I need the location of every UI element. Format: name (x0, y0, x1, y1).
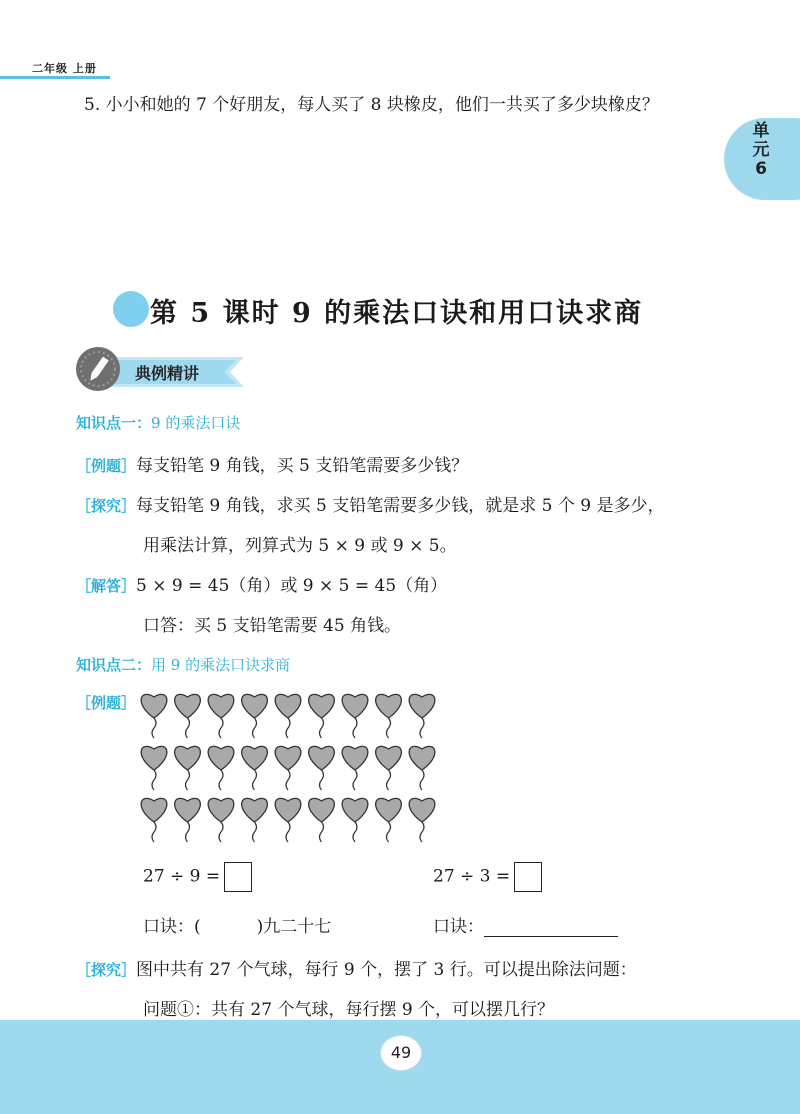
explore-2-line1: 图中共有 27 个气球，每行 9 个，摆了 3 行。可以提出除法问题： (136, 960, 637, 980)
balloon-icon (275, 694, 301, 738)
explore-2-line2: 问题①：共有 27 个气球，每行摆 9 个，可以摆几行？ (143, 1000, 555, 1020)
balloon-icon (342, 694, 368, 738)
balloon-icon (376, 694, 402, 738)
answer-1-line1: 5 × 9 = 45（角）或 9 × 5 = 45（角） (136, 576, 448, 596)
unit-label (746, 122, 776, 179)
explore-2-tag: ［探究］ (76, 961, 137, 979)
unit-number: 6 (755, 159, 767, 179)
mnemonic-right (433, 912, 618, 937)
lesson-dot-icon (113, 291, 149, 327)
mnemonic-left-prefix: 口诀：( (143, 917, 201, 937)
equation-right-text: 27 ÷ 3 = (433, 866, 511, 887)
unit-char-1: 单 (752, 121, 770, 141)
balloon-icon (409, 798, 435, 842)
grade-label: 二年级 上册 (32, 62, 97, 75)
section-label: 典例精讲 (135, 364, 200, 383)
balloon-icon (342, 746, 368, 790)
balloon-icon (141, 694, 167, 738)
balloon-icon (409, 746, 435, 790)
mnemonic-right-label: 口诀： (433, 917, 484, 937)
balloon-icon (208, 746, 234, 790)
balloon-icon (309, 694, 335, 738)
balloon-icon (309, 746, 335, 790)
pencil-icon (76, 347, 120, 391)
answer-box-left[interactable] (224, 862, 252, 892)
page-number: 49 (380, 1035, 422, 1071)
lesson-title: 第 5 课时 9 的乘法口诀和用口诀求商 (150, 298, 644, 329)
balloon-icon (141, 746, 167, 790)
example-tag: ［例题］ (76, 457, 137, 475)
header-rule (0, 76, 110, 79)
equation-left (143, 862, 252, 892)
answer-1 (76, 571, 447, 596)
balloon-grid (136, 688, 442, 846)
balloon-icon (275, 798, 301, 842)
balloon-icon (242, 798, 268, 842)
balloon-icon (242, 746, 268, 790)
knowledge-point-2 (76, 654, 290, 675)
balloon-icon (275, 746, 301, 790)
explore-2 (76, 955, 637, 980)
balloon-icon (342, 798, 368, 842)
example-2-tag: ［例题］ (76, 694, 137, 712)
balloon-icon (208, 798, 234, 842)
mnemonic-left (143, 912, 331, 937)
kp2-label: 知识点二： (76, 656, 152, 674)
example-1 (76, 451, 468, 476)
example-1-text: 每支铅笔 9 角钱，买 5 支铅笔需要多少钱？ (136, 456, 469, 476)
explore-1 (76, 491, 665, 516)
kp2-topic: 用 9 的乘法口诀求商 (151, 656, 291, 674)
kp1-topic: 9 的乘法口诀 (151, 414, 241, 432)
balloon-icon (141, 798, 167, 842)
knowledge-point-1 (76, 412, 240, 433)
question-5: 5. 小小和她的 7 个好朋友，每人买了 8 块橡皮，他们一共买了多少块橡皮？ (84, 95, 659, 115)
explore-tag: ［探究］ (76, 497, 137, 515)
equation-right (433, 862, 542, 892)
equation-left-text: 27 ÷ 9 = (143, 866, 221, 887)
balloon-icon (242, 694, 268, 738)
balloon-icon (175, 746, 201, 790)
balloon-icon (376, 798, 402, 842)
balloon-icon (409, 694, 435, 738)
answer-tag: ［解答］ (76, 577, 137, 595)
answer-1-line2: 口答：买 5 支铅笔需要 45 角钱。 (143, 616, 402, 636)
kp1-label: 知识点一： (76, 414, 152, 432)
answer-box-right[interactable] (514, 862, 542, 892)
explore-1-line2: 用乘法计算，列算式为 5 × 9 或 9 × 5。 (143, 536, 457, 556)
mnemonic-left-suffix: )九二十七 (256, 917, 332, 937)
mnemonic-right-blank[interactable] (484, 916, 618, 937)
unit-char-2: 元 (752, 140, 770, 160)
balloon-icon (175, 798, 201, 842)
balloon-icon (376, 746, 402, 790)
balloon-icon (208, 694, 234, 738)
balloon-icon (175, 694, 201, 738)
balloon-icon (309, 798, 335, 842)
explore-1-line1: 每支铅笔 9 角钱，求买 5 支铅笔需要多少钱，就是求 5 个 9 是多少， (136, 496, 665, 516)
